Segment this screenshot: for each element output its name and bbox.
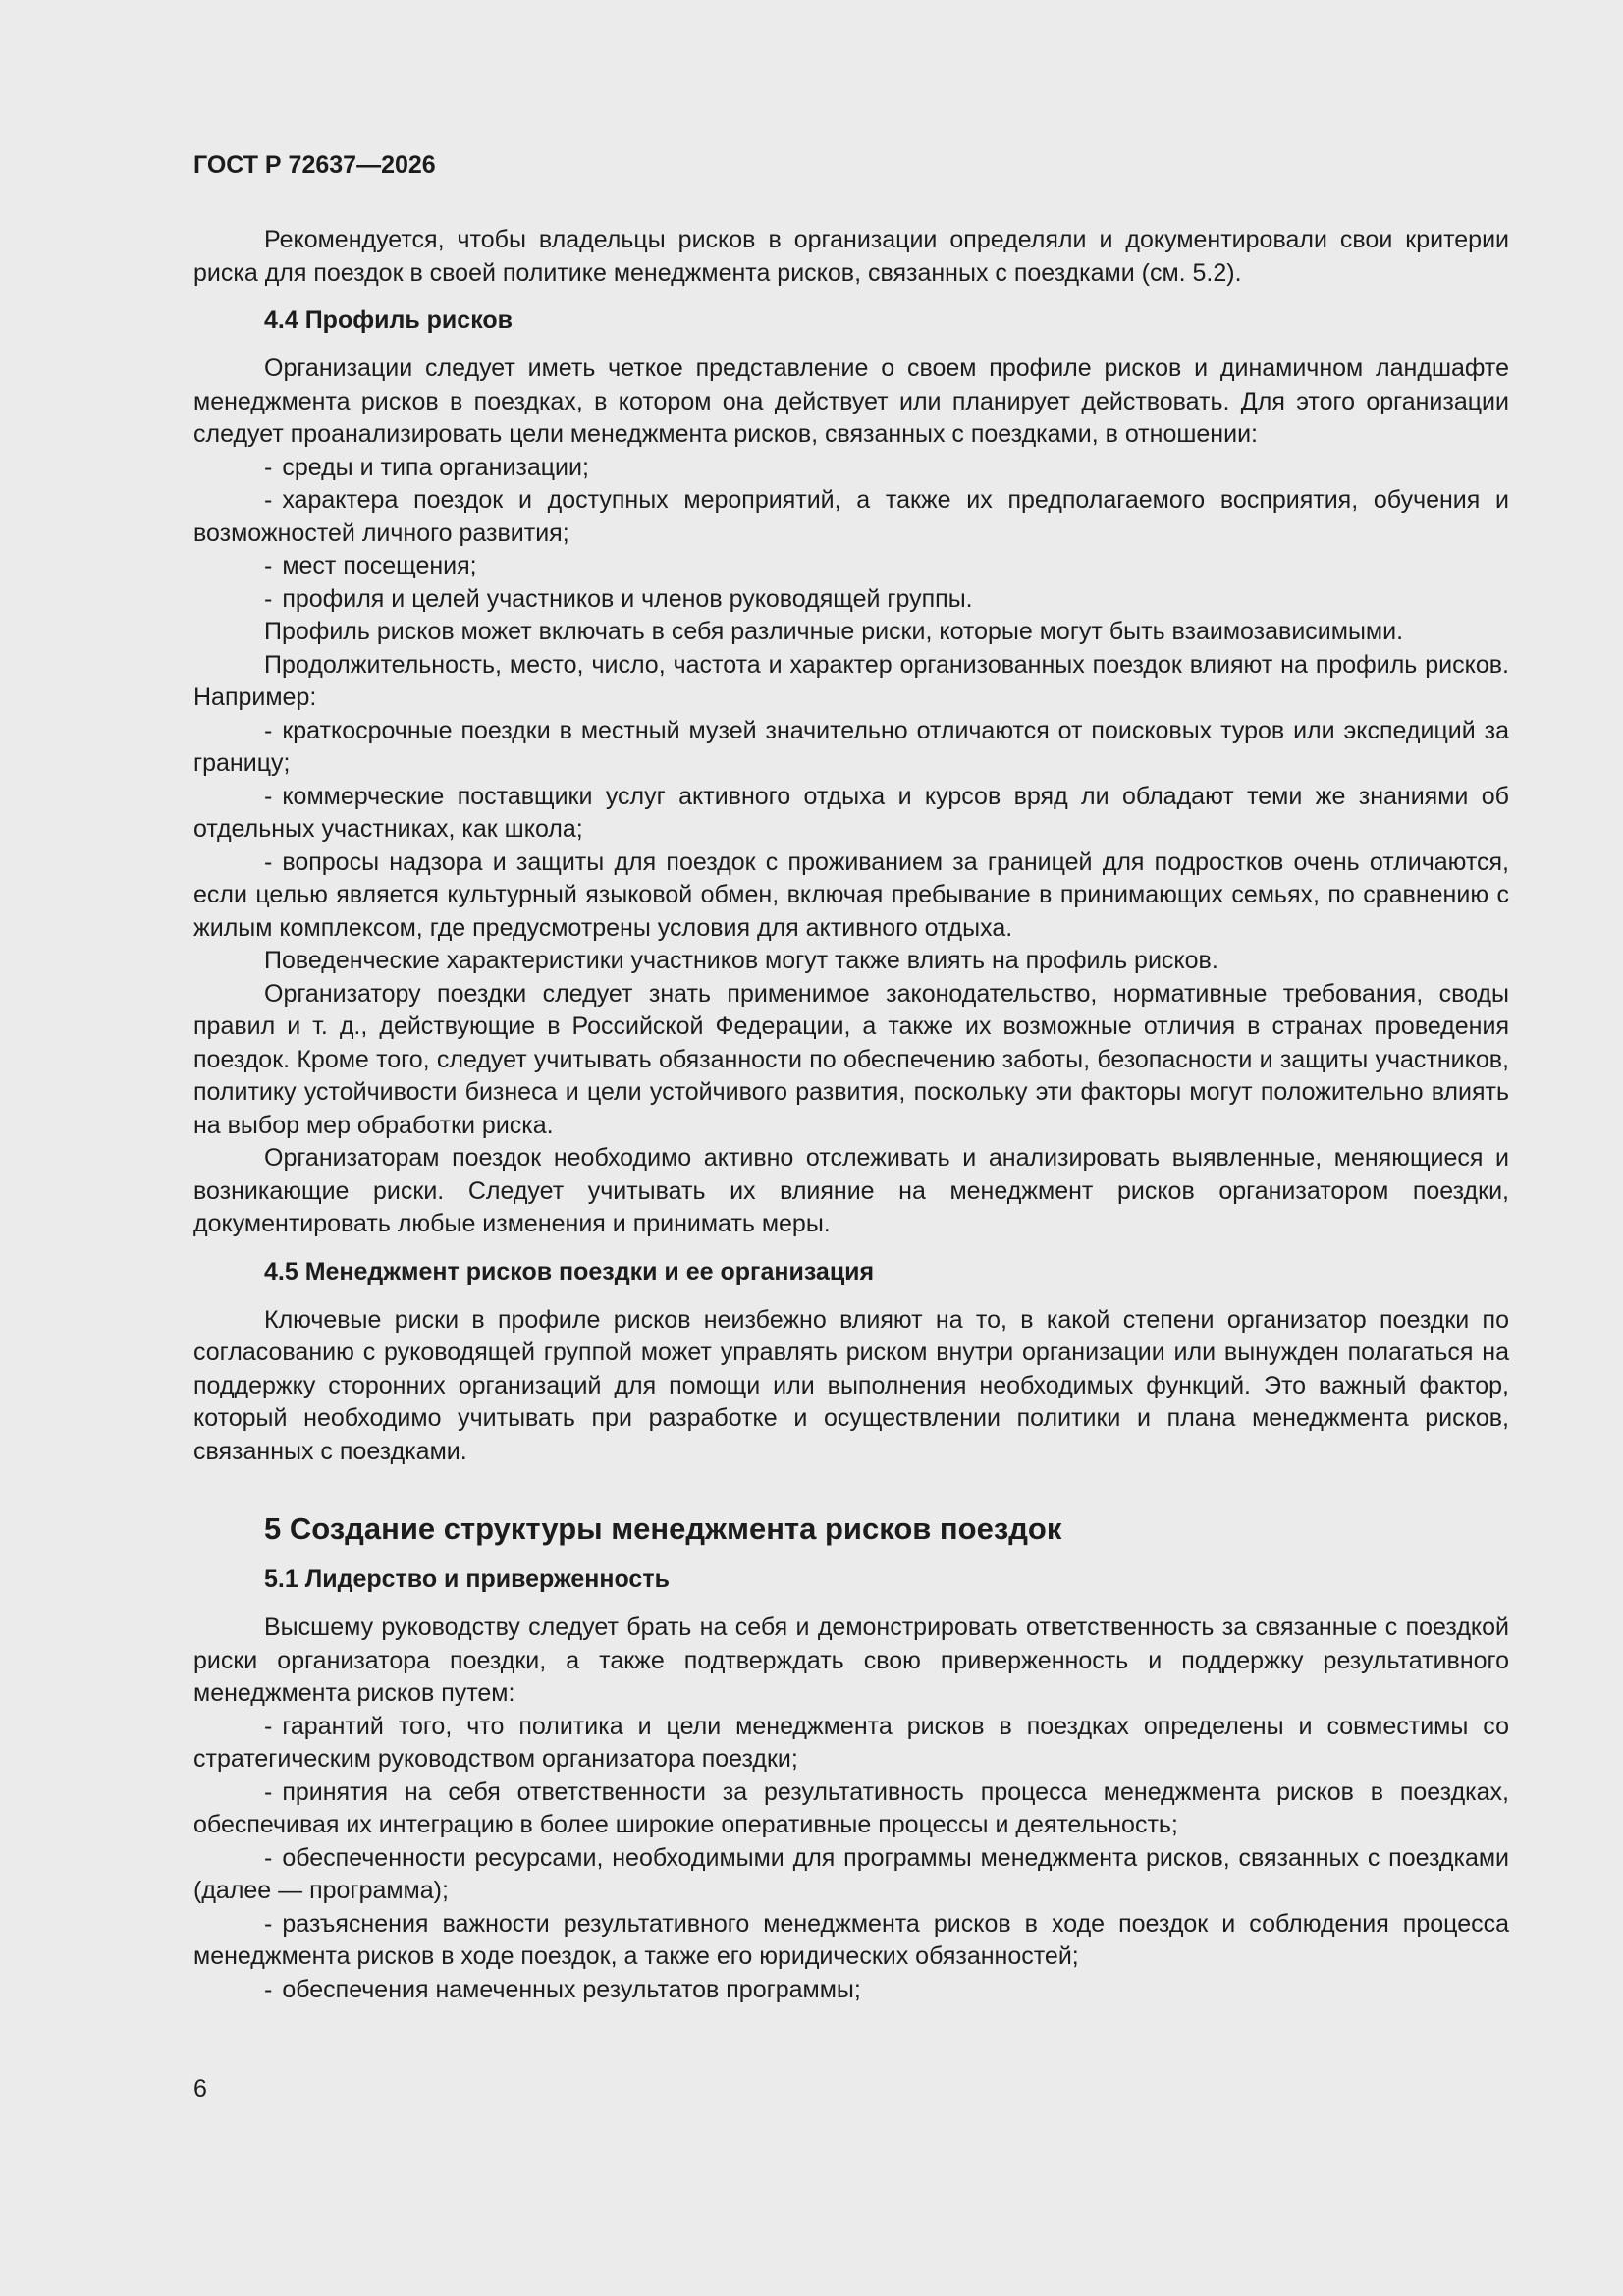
section-4-4-heading: 4.4 Профиль рисков: [264, 306, 514, 334]
section-4-4-paragraph-1: Организации следует иметь четкое представление о своем профиле рисков и динамичном ландшафте менеджмента рисков в поездках, в котором она действует или планирует действовать. Для этого организации следует проанализировать цели менеджмента рисков, связанных с поездками, в отношении:: [193, 355, 1509, 448]
section-4-4-paragraph-6: Организаторам поездок необходимо активно отслеживать и анализировать выявленные, меняющиеся и возникающие риски. Следует учитывать их влияние на менеджмент рисков организатором поездки, документировать любые изменения и принимать меры.: [193, 1144, 1509, 1237]
section-4-5-heading: 4.5 Менеджмент рисков поездки и ее организация: [264, 1257, 875, 1285]
list-dash: -: [264, 1777, 273, 1806]
list-item-text: обеспечения намеченных результатов программы;: [282, 1975, 861, 2003]
list-item-text: характера поездок и доступных мероприятий, а также их предполагаемого восприятия, обучения и возможностей личного развития;: [193, 486, 1509, 547]
list-item: [193, 484, 1509, 550]
page-number: 6: [193, 2075, 207, 2103]
section-5-1-paragraph: Высшему руководству следует брать на себя и демонстрировать ответственность за связанные с поездкой риски организатора поездки, а также подтверждать свою приверженность и поддержку результативного менеджмента рисков путем:: [193, 1613, 1509, 1707]
list-item-text: среды и типа организации;: [282, 453, 589, 481]
list-item-text: гарантий того, что политика и цели менеджмента рисков в поездках определены и совместимы со стратегическим руководством организатора поездки;: [193, 1712, 1509, 1773]
list-item-text: разъяснения важности результативного менеджмента рисков в ходе поездок и соблюдения процесса менеджмента рисков в ходе поездок, а также его юридических обязанностей;: [193, 1909, 1509, 1970]
list-dash: -: [264, 1909, 273, 1938]
list-item-text: коммерческие поставщики услуг активного отдыха и курсов вряд ли обладают теми же знаниями об отдельных участниках, как школа;: [193, 782, 1509, 843]
section-5-1-heading: 5.1 Лидерство и приверженность: [264, 1565, 670, 1593]
list-item: [193, 1908, 1509, 1974]
list-dash: -: [264, 453, 273, 481]
list-dash: -: [264, 486, 273, 514]
list-dash: -: [264, 1843, 273, 1872]
section-5-heading: 5 Создание структуры менеджмента рисков поездок: [264, 1511, 1062, 1546]
list-item: [193, 452, 1509, 485]
list-item: [193, 1777, 1509, 1842]
list-dash: -: [264, 782, 273, 810]
document-page: [193, 147, 1509, 2006]
list-dash: -: [264, 1975, 273, 2003]
list-item: [193, 1711, 1509, 1777]
intro-paragraph: Рекомендуется, чтобы владельцы рисков в организации определяли и документировали свои критерии риска для поездок в своей политике менеджмента рисков, связанных с поездками (см. 5.2).: [193, 226, 1509, 287]
list-dash: -: [264, 584, 273, 613]
section-4-4-paragraph-4: Поведенческие характеристики участников могут также влиять на профиль рисков.: [264, 947, 1218, 974]
list-item-text: обеспеченности ресурсами, необходимыми для программы менеджмента рисков, связанных с поездками (далее — программа);: [193, 1843, 1509, 1904]
list-dash: -: [264, 847, 273, 876]
list-item: [193, 847, 1509, 946]
section-4-4-paragraph-5: Организатору поездки следует знать применимое законодательство, нормативные требования, своды правил и т. д., действующие в Российской Федерации, а также их возможные отличия в странах проведения поездок. Кроме того, следует учитывать обязанности по обеспечению заботы, безопасности и защиты участников, политику устойчивости бизнеса и цели устойчивого развития, поскольку эти факторы могут положительно влиять на выбор мер обработки риска.: [193, 979, 1509, 1139]
list-item-text: профиля и целей участников и членов руководящей группы.: [282, 584, 973, 613]
list-dash: -: [264, 716, 273, 744]
list-item: [193, 715, 1509, 781]
list-dash: -: [264, 552, 273, 579]
list-dash: -: [264, 1712, 273, 1740]
list-item: [193, 1842, 1509, 1908]
list-item: [193, 583, 1509, 617]
section-4-4-paragraph-3: Продолжительность, место, число, частота и характер организованных поездок влияют на профиль рисков. Например:: [193, 650, 1509, 711]
list-item: [193, 1974, 1509, 2007]
list-item: [193, 550, 1509, 583]
document-code-header: ГОСТ Р 72637—2026: [193, 151, 436, 179]
section-4-5-paragraph: Ключевые риски в профиле рисков неизбежно влияют на то, в какой степени организатор поездки по согласованию с руководящей группой может управлять риском внутри организации или вынужден полагаться на поддержку сторонних организаций для помощи или выполнения необходимых функций. Это важный фактор, который необходимо учитывать при разработке и осуществлении политики и плана менеджмента рисков, связанных с поездками.: [193, 1305, 1509, 1465]
list-item-text: принятия на себя ответственности за результативность процесса менеджмента рисков в поездках, обеспечивая их интеграцию в более широкие оперативные процессы и деятельность;: [193, 1777, 1509, 1838]
list-item-text: мест посещения;: [282, 552, 477, 579]
list-item-text: вопросы надзора и защиты для поездок с проживанием за границей для подростков очень отличаются, если целью является культурный языковой обмен, включая пребывание в принимающих семьях, по сравнению с жилым комплексом, где предусмотрены условия для активного отдыха.: [193, 847, 1509, 942]
list-item: [193, 781, 1509, 847]
section-4-4-paragraph-2: Профиль рисков может включать в себя различные риски, которые могут быть взаимозависимыми.: [264, 618, 1404, 645]
list-item-text: краткосрочные поездки в местный музей значительно отличаются от поисковых туров или экспедиций за границу;: [193, 716, 1509, 777]
